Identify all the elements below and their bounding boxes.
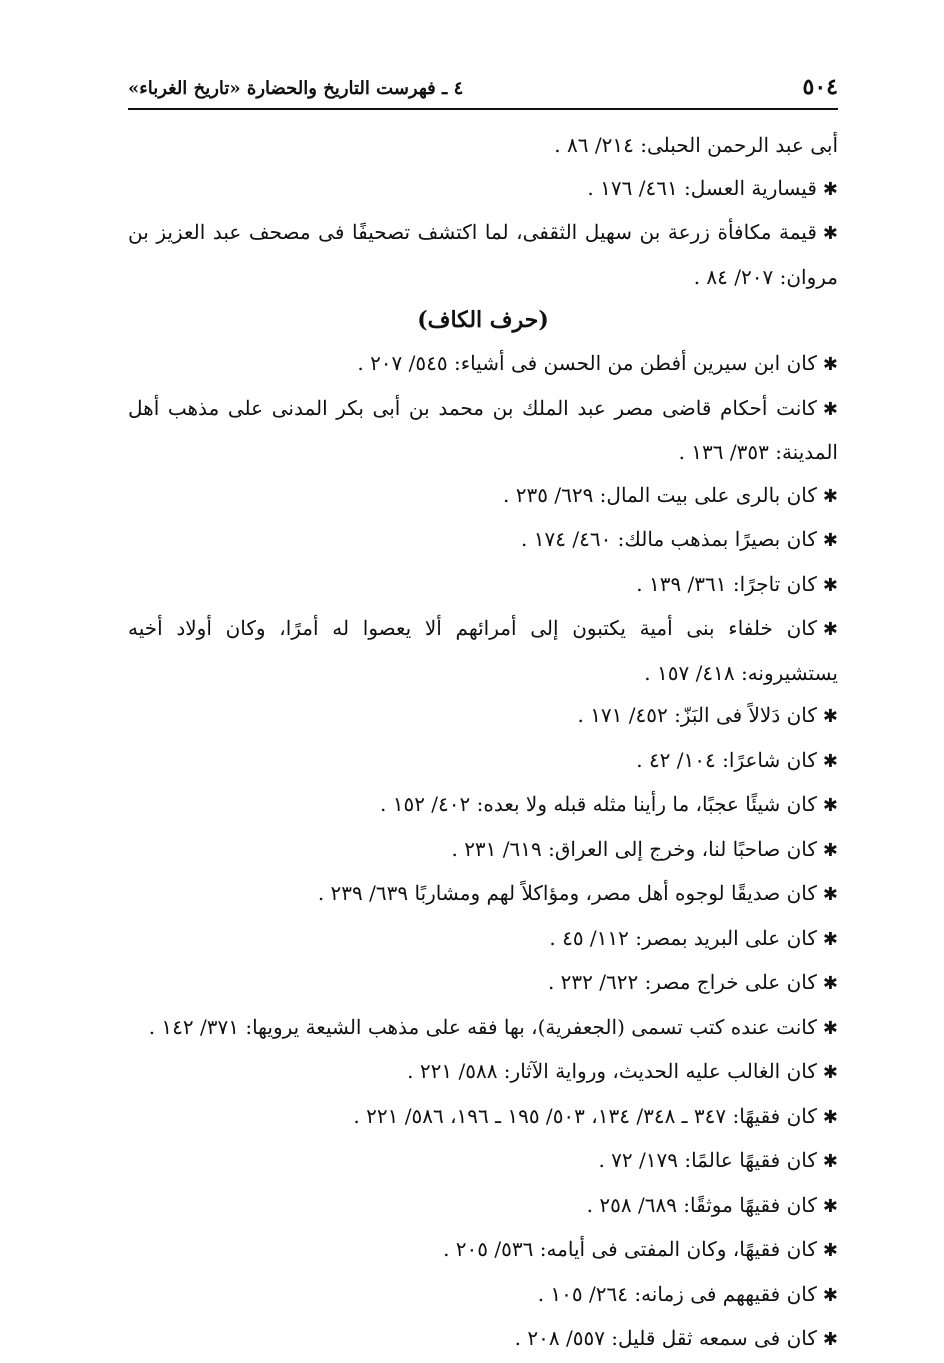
bullet-star-icon: ✱ [822, 485, 838, 507]
bullet-star-icon: ✱ [822, 1195, 838, 1217]
bullet-star-icon: ✱ [822, 574, 838, 596]
index-entry: ✱كان على البريد بمصر: ١١٢/ ٤٥ . [128, 917, 838, 962]
bullet-star-icon: ✱ [822, 619, 838, 640]
index-entry: ✱كان الغالب عليه الحديث، ورواية الآثار: ٥٨٨/ ٢٢١ . [128, 1050, 838, 1095]
index-entry: ✱كان بالرى على بيت المال: ٦٢٩/ ٢٣٥ . [128, 474, 838, 519]
bullet-star-icon: ✱ [822, 178, 838, 200]
bullet-star-icon: ✱ [822, 1240, 838, 1261]
bullet-star-icon: ✱ [822, 1017, 838, 1039]
index-entry: ✱كان فقيهًا موثقًا: ٦٨٩/ ٢٥٨ . [128, 1184, 838, 1229]
index-entry: ✱كان بصيرًا بمذهب مالك: ٤٦٠/ ١٧٤ . [128, 518, 838, 563]
index-entry: ✱كان فى سمعه ثقل قليل: ٥٥٧/ ٢٠٨ . [128, 1317, 838, 1362]
index-entry: ✱كان صديقًا لوجوه أهل مصر، ومؤاكلاً لهم ومشاربًا ٦٣٩/ ٢٣٩ . [128, 872, 838, 917]
index-content [128, 124, 838, 1362]
index-entry: ✱كان ابن سيرين أفطن من الحسن فى أشياء: ٥٤٥/ ٢٠٧ . [128, 342, 838, 387]
bullet-star-icon: ✱ [822, 398, 838, 420]
bullet-star-icon: ✱ [822, 530, 838, 551]
bullet-star-icon: ✱ [822, 884, 838, 905]
index-entry: ✱كانت أحكام قاضى مصر عبد الملك بن محمد بن أبى بكر المدنى على مذهب أهل المدينة: ٣٥٣/ ١٣٦ . [128, 387, 838, 474]
bullet-star-icon: ✱ [822, 1329, 838, 1350]
index-entry: ✱كان فقيهًا، وكان المفتى فى أيامه: ٥٣٦/ ٢٠٥ . [128, 1228, 838, 1273]
bullet-star-icon: ✱ [822, 223, 838, 244]
index-entry: ✱كان فقيهًا: ٣٤٧ ـ ٣٤٨/ ١٣٤، ٥٠٣/ ١٩٥ ـ ١٩٦، ٥٨٦/ ٢٢١ . [128, 1095, 838, 1140]
index-entry: ✱كان شيئًا عجبًا، ما رأينا مثله قبله ولا بعده: ٤٠٢/ ١٥٢ . [128, 783, 838, 828]
index-entry: ✱كان تاجرًا: ٣٦١/ ١٣٩ . [128, 563, 838, 608]
page-number: ٥٠٤ [802, 74, 838, 100]
bullet-star-icon: ✱ [822, 973, 838, 994]
bullet-star-icon: ✱ [822, 1284, 838, 1306]
bullet-star-icon: ✱ [822, 1106, 838, 1128]
index-entry: ✱كان دَلالاً فى البَزّ: ٤٥٢/ ١٧١ . [128, 694, 838, 739]
bullet-star-icon: ✱ [822, 1062, 838, 1083]
index-entry: ✱كان على خراج مصر: ٦٢٢/ ٢٣٢ . [128, 961, 838, 1006]
bullet-star-icon: ✱ [822, 839, 838, 861]
index-entry: ✱كان فقيهًا عالمًا: ١٧٩/ ٧٢ . [128, 1139, 838, 1184]
bullet-star-icon: ✱ [822, 795, 838, 816]
book-page [128, 74, 838, 1362]
page-header [128, 74, 838, 110]
running-title: ٤ ـ فهرست التاريخ والحضارة «تاريخ الغرباء» [128, 78, 464, 99]
bullet-star-icon: ✱ [822, 1151, 838, 1172]
bullet-star-icon: ✱ [822, 750, 838, 772]
index-entry: ✱كان خلفاء بنى أمية يكتبون إلى أمرائهم ألا يعصوا له أمرًا، وكان أولاد أخيه يستشيرونه: ٤١٨/ ١٥٧ . [128, 607, 838, 694]
bullet-star-icon: ✱ [822, 354, 838, 375]
bullet-star-icon: ✱ [822, 706, 838, 727]
bullet-star-icon: ✱ [822, 928, 838, 950]
index-entry: ✱كان شاعرًا: ١٠٤/ ٤٢ . [128, 739, 838, 784]
index-entry: ✱كان فقيههم فى زمانه: ٢٦٤/ ١٠٥ . [128, 1273, 838, 1318]
index-entry-continuation: أبى عبد الرحمن الحبلى: ٢١٤/ ٨٦ . [554, 133, 838, 157]
index-entry: ✱كان صاحبًا لنا، وخرج إلى العراق: ٦١٩/ ٢٣١ . [128, 828, 838, 873]
section-heading: (حرف الكاف) [417, 307, 549, 333]
index-entry: ✱قيمة مكافأة زرعة بن سهيل الثقفى، لما اكتشف تصحيفًا فى مصحف عبد العزيز بن مروان: ٢٠٧/ ٨٤ . [128, 211, 838, 298]
index-entry: ✱قيسارية العسل: ٤٦١/ ١٧٦ . [128, 167, 838, 212]
index-entry: ✱كانت عنده كتب تسمى (الجعفرية)، بها فقه على مذهب الشيعة يرويها: ٣٧١/ ١٤٢ . [128, 1006, 838, 1051]
entry-list [128, 342, 838, 1362]
